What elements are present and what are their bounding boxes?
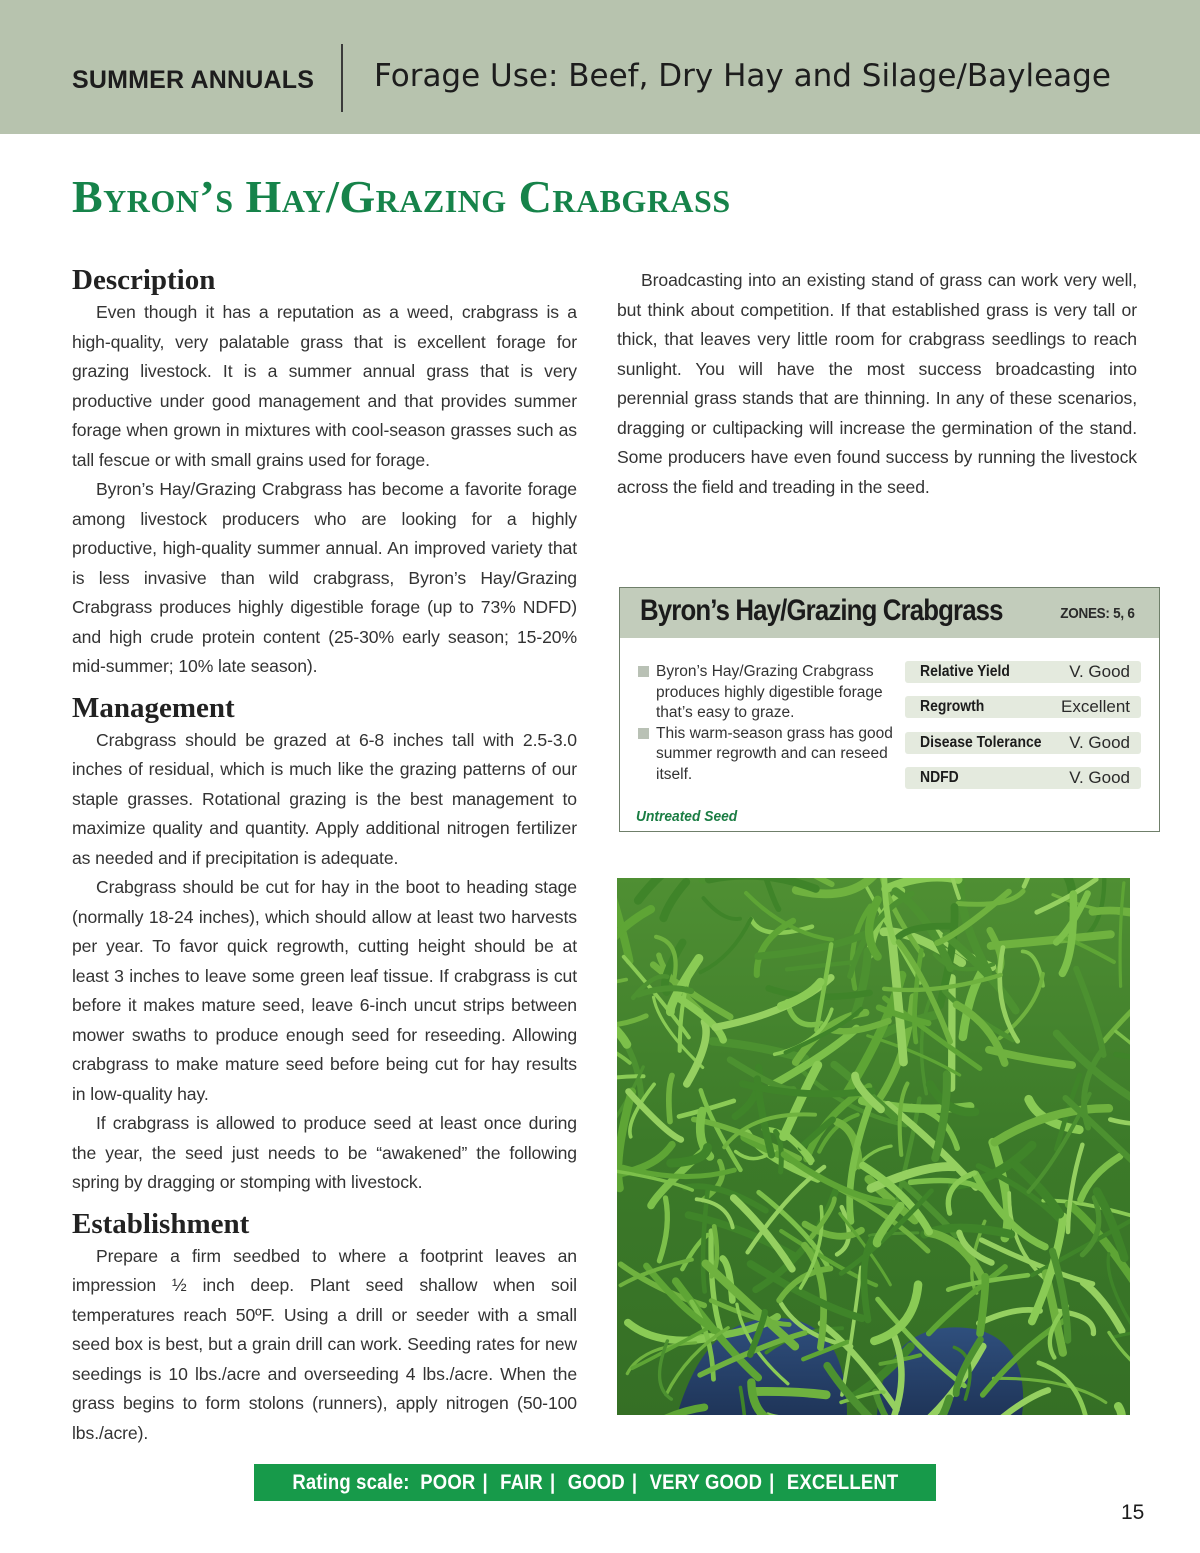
feature-bullet-text: This warm-season grass has good summer regrowth and can reseed itself.: [656, 724, 893, 783]
square-bullet-icon: [638, 666, 649, 677]
grass-blade: [754, 1391, 826, 1394]
description-heading: Description: [72, 264, 216, 296]
rating-level-very-good: VERY GOOD: [649, 1470, 762, 1494]
rating-level-fair: FAIR: [499, 1470, 543, 1494]
feature-bullet: [638, 662, 898, 724]
product-info-box: [619, 587, 1160, 832]
feature-bullet: [638, 724, 898, 786]
crabgrass-photo: [617, 878, 1130, 1415]
info-box-title: Byron’s Hay/Grazing Crabgrass: [640, 594, 1003, 627]
separator: |: [482, 1470, 488, 1494]
untreated-seed-note: Untreated Seed: [636, 808, 738, 825]
rating-value: V. Good: [1069, 662, 1130, 681]
rating-row-disease-tolerance: [905, 732, 1141, 754]
section-label: SUMMER ANNUALS: [72, 66, 315, 94]
crabgrass-photo-illustration: [617, 878, 1130, 1415]
feature-bullet-text: Byron’s Hay/Grazing Crabgrass produces highly digestible forage that’s easy to graze.: [656, 663, 883, 721]
separator: |: [768, 1470, 775, 1494]
management-heading: Management: [72, 691, 235, 724]
left-column: [72, 262, 577, 1448]
description-paragraph: Even though it has a reputation as a weed, crabgrass is a high-quality, very palatable grass that is excellent forage for grazing livestock. It is a summer annual grass that is very productive under good management and that provides summer forage when grown in mixtures with cool-season grasses such as tall fescue or with small grains used for forage.: [72, 302, 577, 470]
rating-value: Excellent: [1061, 697, 1130, 717]
description-paragraph: Byron’s Hay/Grazing Crabgrass has become a favorite forage among livestock producers who are looking for a highly productive, high-quality summer annual. An improved variety that is less invasive than wild crabgrass, Byron’s Hay/Grazing Crabgrass produces highly digestible forage (up to 73% NDFD) and high crude protein content (25-30% early season; 15-20% mid-summer; 10% late season).: [72, 479, 577, 676]
page-number: 15: [1121, 1501, 1145, 1524]
zones-label: ZONES: 5, 6: [1060, 605, 1135, 622]
broadcasting-paragraph: Broadcasting into an existing stand of grass can work very well, but think about competition. If that established grass is very tall or thick, that leaves very little room for crabgrass seedlings to reach sunlight. You will have the most success broadcasting into perennial grass stands that are thinning. In any of these scenarios, dragging or cultipacking will increase the germination of the stand. Some producers have even found success by running the livestock across the field and treading in the seed.: [617, 270, 1137, 497]
rating-level-good: GOOD: [567, 1470, 625, 1494]
rating-row-relative-yield: [905, 661, 1141, 683]
right-column: [617, 266, 1137, 502]
rating-label: Relative Yield: [920, 663, 1010, 680]
rating-level-poor: POOR: [419, 1470, 476, 1494]
separator: |: [549, 1470, 556, 1494]
establishment-heading: Establishment: [72, 1207, 250, 1240]
management-paragraph: Crabgrass should be grazed at 6-8 inches tall with 2.5-3.0 inches of residual, which is much like the grazing patterns of our staple grasses. Rotational grazing is the best management to maximize quality and quantity. Apply additional nitrogen fertilizer as needed and if precipitation is adequate.: [72, 729, 577, 868]
rating-scale-text: [292, 1471, 898, 1495]
rating-scale-bar: [254, 1464, 936, 1501]
ratings-table: [905, 661, 1141, 802]
rating-value: V. Good: [1069, 767, 1130, 787]
management-paragraph: If crabgrass is allowed to produce seed at least once during the year, the seed just needs to be “awakened” the following spring by dragging or stomping with livestock.: [72, 1113, 577, 1192]
rating-value: V. Good: [1069, 732, 1130, 752]
grass-blade: [669, 1076, 672, 1122]
rating-label: Regrowth: [920, 698, 985, 716]
feature-bullets: [638, 662, 898, 785]
rating-row-ndfd: [905, 767, 1141, 789]
header-divider: [341, 44, 343, 112]
rating-level-excellent: EXCELLENT: [786, 1470, 899, 1494]
rating-scale-label: Rating scale:: [291, 1470, 410, 1494]
forage-use-heading: Forage Use: Beef, Dry Hay and Silage/Bayleage: [374, 58, 1111, 94]
management-paragraph: Crabgrass should be cut for hay in the boot to heading stage (normally 18-24 inches), which should allow at least two harvests per year. To favor quick regrowth, cutting height should be at least 3 inches to leave some green leaf tissue. If crabgrass is cut before it makes mature seed, leave 6-inch uncut strips between mower swaths to produce enough seed for reseeding. Allowing crabgrass to make mature seed before being cut for hay results in low-quality hay.: [72, 877, 577, 1104]
rating-row-regrowth: [905, 696, 1141, 718]
page-title: Byron’s Hay/Grazing Crabgrass: [72, 171, 731, 222]
rating-label: Disease Tolerance: [920, 733, 1042, 751]
square-bullet-icon: [638, 728, 649, 739]
rating-label: NDFD: [920, 768, 959, 786]
establishment-paragraph: Prepare a firm seedbed to where a footprint leaves an impression ½ inch deep. Plant seed shallow when soil temperatures reach 50ºF. Using a drill or seeder with a small seed box is best, but a grain drill can work. Seeding rates for new seedings is 10 lbs./acre and overseeding 4 lbs./acre. When the grass begins to form stolons (runners), apply nitrogen (50-100 lbs./acre).: [72, 1245, 577, 1443]
separator: |: [631, 1470, 637, 1494]
